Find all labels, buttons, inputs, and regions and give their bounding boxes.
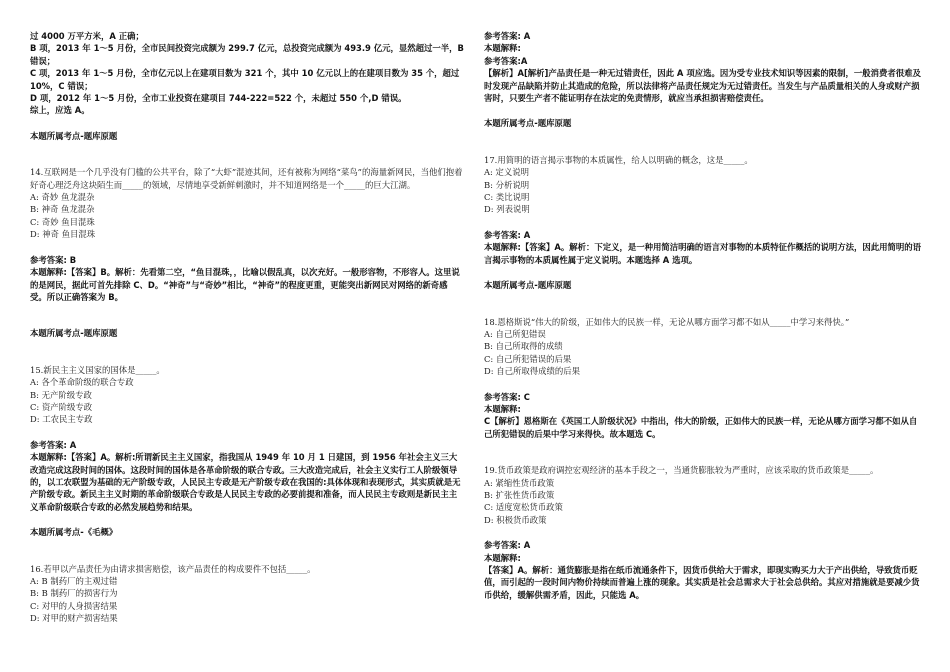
- right-column: [484, 30, 922, 601]
- q15-analysis: 本题解释:【答案】A。解析:所谓新民主主义国家，指我国从 1949 年 10 月 1 日建国，到 1956 年社会主义三大改造完成这段时间的国体。这段时间的国体是各革命阶级的联合专政。三大改造完成后，社会主义实行工人阶级领导的，以工农联盟为基础的无产阶级专政，人民民主专政是无产阶级专政在我国的:具体体现和表现形式，其实质就是无产阶级专政。新民主主义时期的革命阶级联合专政是人民民主专政的必要前提和准备，而人民民主专政则是新民主主义革命阶级联合专政的必然发展趋势和结果。: [30, 452, 461, 512]
- q19-explanation-label: 本题解释:: [484, 552, 521, 563]
- q18-option-c: C: 自己所犯错误的后果: [484, 353, 572, 364]
- q13-explanation-line: B 项，2013 年 1～5 月份，全市民间投资完成额为 299.7 亿元，总投资完成额为 493.9 亿元，显然超过一半，B 错误；: [30, 43, 464, 66]
- q18-analysis: C【解析】恩格斯在《英国工人阶级状况》中指出，伟大的阶级，正如伟大的民族一样，无论从哪方面学习都不如从自己所犯错误的后果中学习来得快。故本题选 C。: [484, 416, 918, 439]
- q16-stem: 16.若甲以产品责任为由请求损害赔偿，该产品责任的构成要件不包括_____。: [30, 563, 316, 574]
- q17-option-b: B: 分析说明: [484, 179, 530, 190]
- q17-answer: 参考答案: A: [484, 229, 531, 240]
- q19-option-d: D: 积极货币政策: [484, 514, 547, 525]
- q15-option-d: D: 工农民主专政: [30, 414, 93, 425]
- q19-answer: 参考答案: A: [484, 540, 531, 551]
- q15-option-b: B: 无产阶级专政: [30, 389, 92, 400]
- q13-explanation-line: C 项，2013 年 1～5 月份，全市亿元以上在建项目数为 321 个，其中 10 亿元以上的在建项目数为 35 个，超过 10%，C 错误；: [30, 68, 460, 91]
- q17-stem: 17.用简明的语言揭示事物的本质属性，给人以明确的概念，这是_____。: [484, 154, 753, 165]
- q18-option-b: B: 自己所取得的成绩: [484, 341, 563, 352]
- q19-analysis: 【答案】A。解析：通货膨胀是指在纸币流通条件下，因货币供给大于需求，即现实购买力大于产出供给，导致货币贬值，而引起的一段时间内物价持续而普遍上涨的现象。其实质是社会总需求大于社会总供给。其应对措施就是要减少货币供给，缓解供需矛盾，因此，只能选 A。: [484, 565, 920, 600]
- q14-answer: 参考答案: B: [30, 254, 77, 265]
- q17-source: 本题所属考点-题库原题: [484, 280, 572, 291]
- q14-analysis: 本题解释:【答案】B。解析：先看第二空，“鱼目混珠，，比喻以假乱真，以次充好。一般形容物，不形容人。这里说的是网民，据此可首先排除 C、D。“神奇”与“奇妙”相比，“神奇”的程度更重，更能突出新网民对网络的新奇感受。所以正确答案为 B。: [30, 267, 460, 302]
- q17-option-d: D: 列表说明: [484, 204, 530, 215]
- left-column: [30, 30, 464, 625]
- q14-source: 本题所属考点-题库原题: [30, 328, 118, 339]
- q16-option-a: A: B 制药厂的主观过错: [30, 576, 118, 586]
- q15-answer: 参考答案: A: [30, 439, 77, 450]
- q18-stem: 18.恩格斯说“伟大的阶级，正如伟大的民族一样，无论从哪方面学习都不如从_____中学习来得快。”: [484, 316, 850, 327]
- q16-option-d: D: 对甲的财产损害结果: [30, 613, 118, 624]
- q13-source: 本题所属考点-题库原题: [30, 130, 118, 141]
- q18-explanation-label: 本题解释:: [484, 403, 521, 414]
- q17-option-c: C: 类比说明: [484, 192, 530, 203]
- q15-stem: 15.新民主主义国家的国体是_____。: [30, 364, 165, 375]
- q14-stem: 14.互联网是一个几乎没有门槛的公共平台，除了“大虾”混迹其间，还有被称为网络“菜鸟”的海量新网民，当他们抱着好奇心理泛舟这块陌生而_____的领域，尽情地享受新鲜刺激时，并不知道网络是一个_____的巨大江湖。: [30, 167, 463, 190]
- q16-answer-repeat: 参考答案:A: [484, 55, 528, 66]
- q16-analysis: 【解析】A[解析]产品责任是一种无过错责任，因此 A 项应选。因为受专业技术知识等因素的限制，一般消费者很难及时发现产品缺陷并防止其造成的危险，所以法律将产品责任规定为无过错责任。当发生与产品质量相关的人身或财产损害时，只要生产者不能证明存在法定的免责情形，就应当承担损害赔偿责任。: [484, 68, 921, 104]
- q17-option-a: A: 定义说明: [484, 167, 530, 178]
- q16-explanation-label: 本题解释:: [484, 43, 521, 54]
- q19-option-b: B: 扩张性货币政策: [484, 489, 555, 500]
- q15-option-c: C: 资产阶级专政: [30, 401, 93, 412]
- q13-explanation-line: D 项，2012 年 1～5 月份，全市工业投资在建项目 744-222=522 个，未超过 550 个,D 错误。: [30, 93, 407, 104]
- q19-stem: 19.货币政策是政府调控宏观经济的基本手段之一，当通货膨胀较为严重时，应该采取的货币政策是_____。: [484, 465, 879, 476]
- q19-option-a: A: 紧缩性货币政策: [484, 477, 555, 488]
- q19-option-c: C: 适度宽松货币政策: [484, 502, 563, 513]
- q14-option-c: C: 奇妙 鱼目混珠: [30, 216, 95, 227]
- q15-option-a: A: 各个革命阶级的联合专政: [30, 377, 134, 388]
- q14-option-a: A: 奇妙 鱼龙混杂: [30, 192, 95, 203]
- q16-source: 本题所属考点-题库原题: [484, 118, 572, 129]
- q15-source: 本题所属考点-《毛概》: [30, 527, 118, 538]
- q16-option-c: C: 对甲的人身损害结果: [30, 600, 118, 611]
- q14-option-d: D: 神奇 鱼目混珠: [30, 229, 96, 240]
- q18-option-d: D: 自己所取得成绩的后果: [484, 366, 580, 377]
- q18-option-a: A: 自己所犯错误: [484, 328, 546, 339]
- q16-answer: 参考答案: A: [484, 31, 531, 41]
- q16-option-b: B: B 制药厂的损害行为: [30, 588, 118, 599]
- q14-option-b: B: 神奇 鱼龙混杂: [30, 204, 95, 215]
- q18-answer: 参考答案: C: [484, 391, 530, 402]
- q17-analysis: 本题解释:【答案】A。解析：下定义，是一种用简洁明确的语言对事物的本质特征作概括的说明方法，因此用简明的语言揭示事物的本质属性属于定义说明。本题选择 A 选项。: [484, 242, 921, 265]
- q13-explanation-line: 过 4000 万平方米，A 正确；: [30, 31, 144, 41]
- q13-explanation-line: 综上，应选 A。: [30, 105, 90, 116]
